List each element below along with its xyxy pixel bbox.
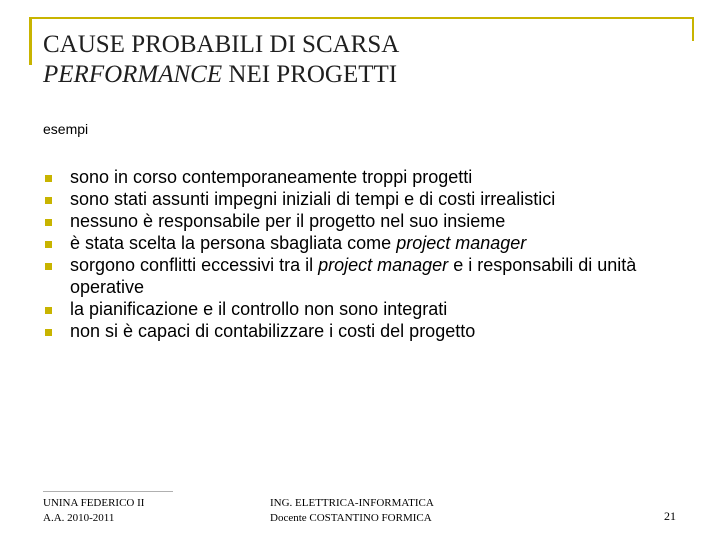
title-italic-word: PERFORMANCE xyxy=(43,61,223,88)
footer-divider xyxy=(43,491,173,492)
subtitle: esempi xyxy=(43,121,89,137)
footer-university: UNINA FEDERICO II xyxy=(43,497,145,509)
bullet-text: non si è capaci di contabilizzare i costi del progetto xyxy=(70,321,476,341)
bullet-item xyxy=(43,320,683,342)
bullet-text: nessuno è responsabile per il progetto nel suo insieme xyxy=(70,211,506,231)
title-frame-top xyxy=(30,17,694,19)
bullet-list xyxy=(43,166,683,342)
bullet-square-icon xyxy=(45,197,52,204)
bullet-square-icon xyxy=(45,241,52,248)
bullet-item xyxy=(43,232,683,254)
bullet-text: sono stati assunti impegni iniziali di tempi e di costi irrealistici xyxy=(70,189,556,209)
bullet-text-italic: project manager xyxy=(318,255,449,275)
page-number: 21 xyxy=(664,509,676,523)
footer-course: ING. ELETTRICA-INFORMATICA xyxy=(270,497,434,509)
title-line-2 xyxy=(43,60,683,90)
bullet-square-icon xyxy=(45,219,52,226)
bullet-square-icon xyxy=(45,307,52,314)
bullet-text: la pianificazione e il controllo non sono integrati xyxy=(70,299,448,319)
bullet-square-icon xyxy=(45,175,52,182)
footer-center xyxy=(270,496,434,526)
bullet-text-italic: project manager xyxy=(396,233,527,253)
footer-academic-year: A.A. 2010-2011 xyxy=(43,512,115,524)
bullet-item xyxy=(43,166,683,188)
bullet-item xyxy=(43,298,683,320)
title-frame-right xyxy=(692,17,694,41)
bullet-text: sono in corso contemporaneamente troppi progetti xyxy=(70,167,473,187)
title-line-1: CAUSE PROBABILI DI SCARSA xyxy=(43,31,400,58)
bullet-text: sorgono conflitti eccessivi tra il xyxy=(70,255,319,275)
footer-teacher: Docente COSTANTINO FORMICA xyxy=(270,512,432,524)
bullet-text: è stata scelta la persona sbagliata come xyxy=(70,233,397,253)
title-frame-left xyxy=(29,17,32,65)
bullet-item xyxy=(43,254,683,298)
bullet-square-icon xyxy=(45,263,52,270)
bullet-item xyxy=(43,210,683,232)
bullet-item xyxy=(43,188,683,210)
title-line-2-rest: NEI PROGETTI xyxy=(222,61,398,88)
bullet-square-icon xyxy=(45,329,52,336)
footer-left xyxy=(43,496,144,526)
slide-title xyxy=(43,30,683,90)
bullet-text: e i responsabili di unità operative xyxy=(70,255,637,297)
